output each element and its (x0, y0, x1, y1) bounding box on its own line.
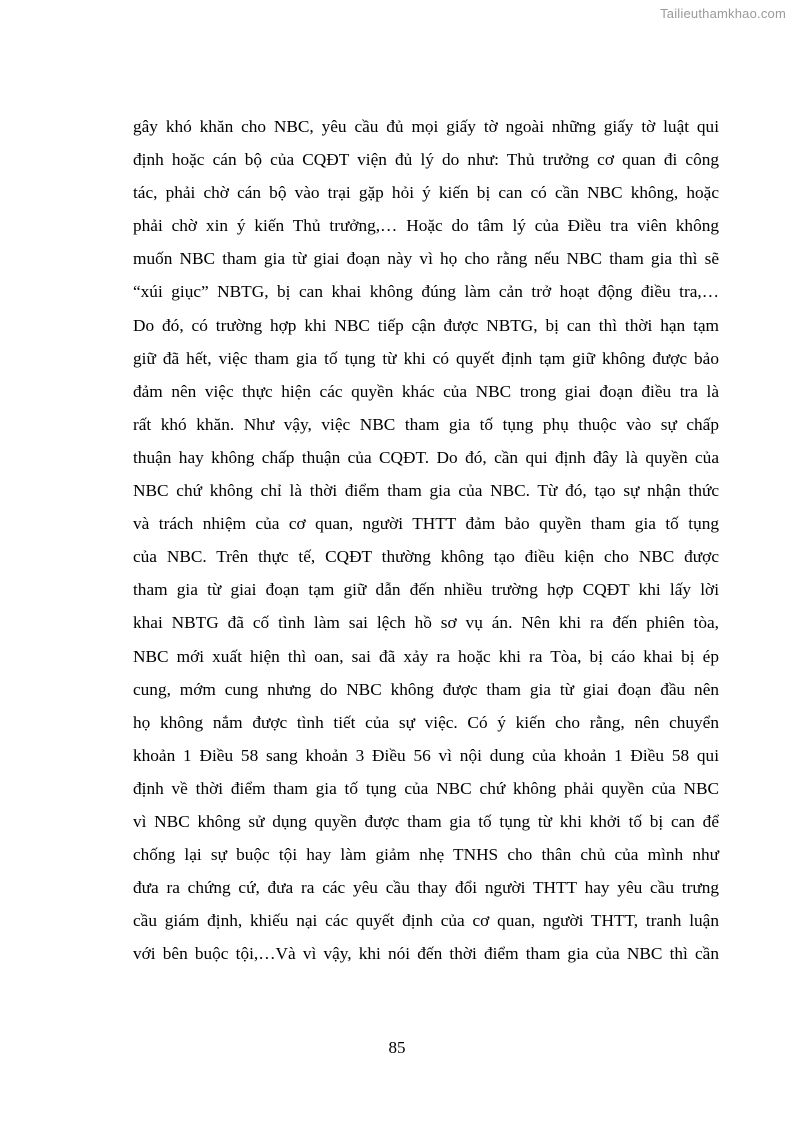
body-line: NBC mới xuất hiện thì oan, sai đã xảy ra hoặc khi ra Tòa, bị cáo khai bị ép (133, 646, 719, 666)
body-line: với bên buộc tội,…Và vì vậy, khi nói đến thời điểm tham gia của NBC thì cần (133, 944, 719, 964)
body-line: muốn NBC tham gia từ giai đoạn này vì họ cho rằng nếu NBC tham gia thì sẽ (133, 249, 719, 269)
body-line: định hoặc cán bộ của CQĐT viện đủ lý do như: Thủ trưởng cơ quan đi công (133, 150, 719, 170)
body-line: tác, phải chờ cán bộ vào trại gặp hỏi ý kiến bị can có cần NBC không, hoặc (133, 183, 719, 203)
body-line: đảm nên việc thực hiện các quyền khác của NBC trong giai đoạn điều tra là (133, 381, 719, 401)
body-line: tham gia từ giai đoạn tạm giữ dẫn đến nhiều trường hợp CQĐT khi lấy lời (133, 580, 719, 600)
body-line: khoản 1 Điều 58 sang khoản 3 Điều 56 vì nội dung của khoản 1 Điều 58 qui (133, 745, 719, 765)
body-line: Do đó, có trường hợp khi NBC tiếp cận được NBTG, bị can thì thời hạn tạm (133, 315, 719, 335)
body-line: thuận hay không chấp thuận của CQĐT. Do đó, cần qui định đây là quyền của (133, 447, 719, 467)
body-line: giữ đã hết, việc tham gia tố tụng từ khi có quyết định tạm giữ không được bảo (133, 348, 719, 368)
body-line: NBC chứ không chỉ là thời điểm tham gia của NBC. Từ đó, tạo sự nhận thức (133, 481, 719, 501)
page-number: 85 (388, 1038, 406, 1057)
body-line: của NBC. Trên thực tế, CQĐT thường không tạo điều kiện cho NBC được (133, 547, 719, 567)
body-line: rất khó khăn. Như vậy, việc NBC tham gia tố tụng phụ thuộc vào sự chấp (133, 414, 719, 434)
body-line: cung, mớm cung nhưng do NBC không được tham gia từ giai đoạn đầu nên (133, 679, 719, 699)
body-line: vì NBC không sử dụng quyền được tham gia tố tụng từ khi khởi tố bị can để (133, 811, 719, 831)
body-line: phải chờ xin ý kiến Thủ trưởng,… Hoặc do tâm lý của Điều tra viên không (133, 216, 719, 236)
watermark: Tailieuthamkhao.com (660, 6, 786, 21)
body-line: cầu giám định, khiếu nại các quyết định của cơ quan, người THTT, tranh luận (133, 911, 719, 931)
body-line: đưa ra chứng cứ, đưa ra các yêu cầu thay đổi người THTT hay yêu cầu trưng (133, 878, 719, 898)
body-line: định về thời điểm tham gia tố tụng của NBC chứ không phải quyền của NBC (133, 778, 719, 798)
body-line: và trách nhiệm của cơ quan, người THTT đảm bảo quyền tham gia tố tụng (133, 514, 719, 534)
body-line: họ không nắm được tình tiết của sự việc. Có ý kiến cho rằng, nên chuyển (133, 712, 719, 732)
body-line: “xúi giục” NBTG, bị can khai không đúng làm cản trở hoạt động điều tra,… (133, 282, 719, 302)
body-line: khai NBTG đã cố tình làm sai lệch hồ sơ vụ án. Nên khi ra đến phiên tòa, (133, 613, 719, 633)
body-line: chống lại sự buộc tội hay làm giảm nhẹ TNHS cho thân chủ của mình như (133, 845, 719, 865)
body-line: gây khó khăn cho NBC, yêu cầu đủ mọi giấy tờ ngoài những giấy tờ luật qui (133, 117, 719, 136)
document-body (133, 110, 719, 970)
